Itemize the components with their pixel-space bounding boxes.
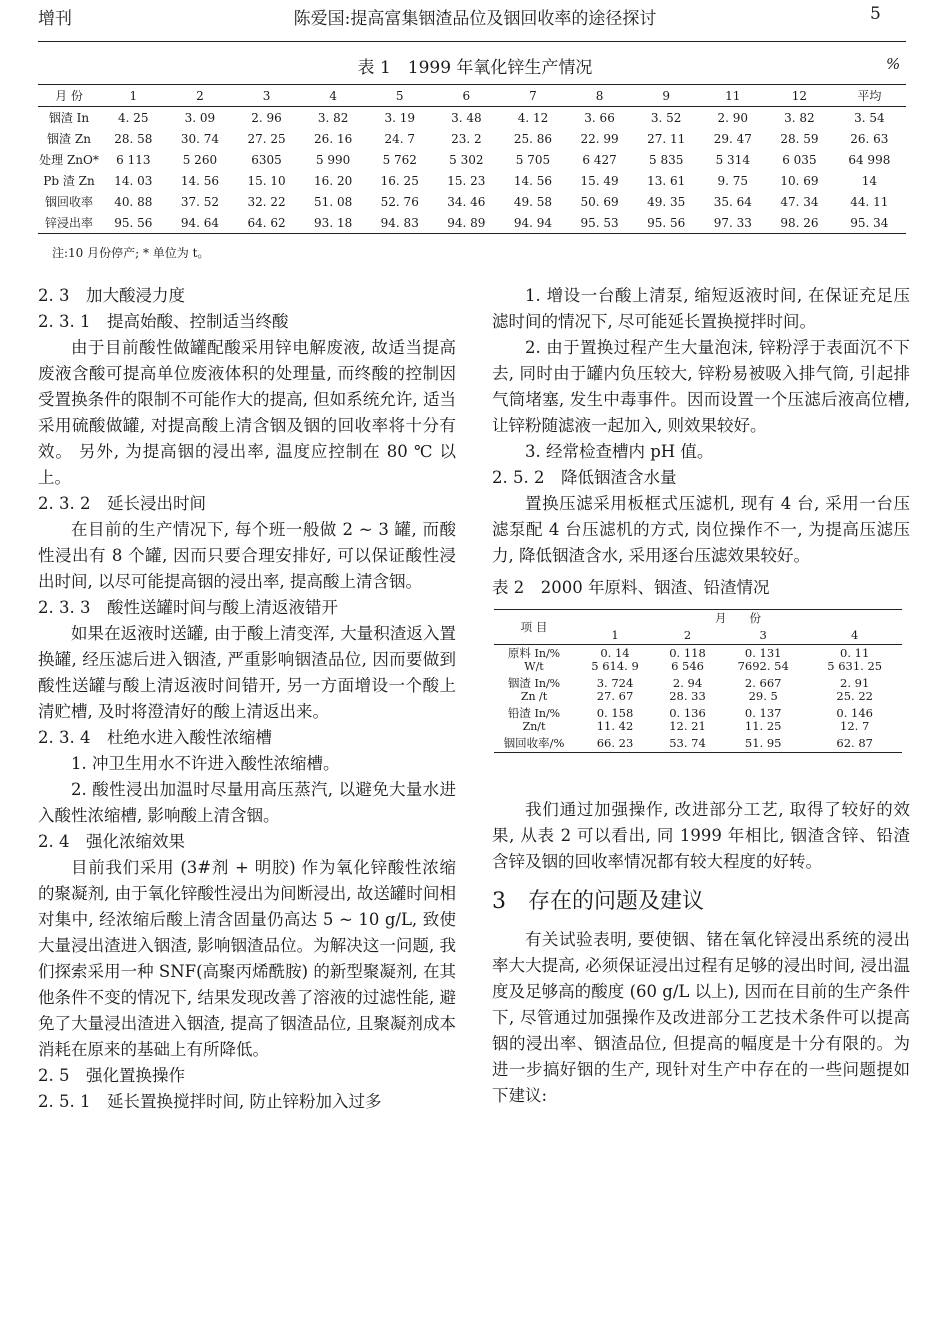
subsection-heading: 2. 5. 2 降低铟渣含水量 [492, 468, 677, 487]
table2-value: 12. 21 [669, 719, 706, 733]
spacer [492, 753, 910, 797]
table1-cell: 3. 19 [384, 110, 416, 125]
table2-row [494, 675, 902, 705]
table1-header-cell: 3 [262, 88, 271, 103]
paragraph: 1. 增设一台酸上清泵, 缩短返液时间, 在保证充足压滤时间的情况下, 尽可能延长置换搅拌时间。 [492, 286, 910, 331]
table1-cell: 35. 64 [713, 194, 752, 209]
table2-month-cell: 4 [851, 628, 859, 642]
table2-value: 5 614. 9 [591, 659, 639, 673]
table2-cell [574, 705, 656, 735]
table2-group-name: 铟渣 [507, 676, 531, 690]
table1 [38, 84, 906, 234]
section-heading: 2. 4 强化浓缩效果 [38, 832, 185, 851]
paragraph: 目前我们采用 (3#剂 + 明胶) 作为氧化锌酸性浓缩的聚凝剂, 由于氧化锌酸性浸出为间断浸出, 故送罐时间相对集中, 经浓缩后酸上清含固量仍高达 5 ~ 10 g/L, 致使大量浸出渣进入铟渣, 影响铟渣品位。为解决这一问题, 我们探索采用一种 SNF(高聚丙烯酰胺) 的新型聚凝剂, 在其他条件不变的情况下, 结果发现改善了溶液的过滤性能, 避免了大量浸出渣进入铟渣, 提高了铟渣品位, 且聚凝剂成本消耗在原来的基础上有所降低。 [38, 858, 456, 1059]
table2-group-name: 原料 [507, 646, 531, 660]
table1-cell: 5 990 [315, 152, 351, 167]
table1-cell: 2. 90 [717, 110, 749, 125]
table1-cell: 16. 20 [314, 173, 353, 188]
paragraph: 如果在返液时送罐, 由于酸上清变浑, 大量积渣返入置换罐, 经压滤后进入铟渣, 严重影响铟渣品位, 因而要做到酸性送罐与酸上清返液时间错开, 另一方面增设一个酸上清贮槽, 及时将澄清好的酸上清返出来。 [38, 624, 456, 721]
table2-value: 0. 136 [669, 706, 706, 720]
table2-value: 0. 146 [836, 706, 873, 720]
table2-cell: 51. 95 [744, 736, 782, 750]
table2-value: 29. 5 [748, 689, 778, 703]
table2-cell: 66. 23 [596, 736, 634, 750]
table2-unit: Zn/t [522, 720, 546, 733]
table1-cell: 10. 69 [780, 173, 819, 188]
table1-header-cell: 9 [662, 88, 670, 103]
table1-unit: % [886, 55, 901, 73]
table1-cell: 16. 25 [380, 173, 419, 188]
table1-cell: 51. 08 [314, 194, 353, 209]
table1-cell: 40. 88 [114, 194, 153, 209]
table2-unit: Zn /t [520, 690, 548, 703]
table1-row [38, 170, 906, 191]
table1-cell: 27. 25 [247, 131, 286, 146]
table1-row-label: 铟渣 Zn [47, 132, 91, 146]
table1-note: 注:10 月份停产; * 单位为 t。 [52, 246, 210, 260]
table2-value: 0. 14 [600, 646, 630, 660]
table1-cell: 2. 96 [251, 110, 282, 125]
table2-value: 28. 33 [669, 689, 706, 703]
table1-cell: 26. 16 [314, 131, 353, 146]
table2-cell [656, 675, 719, 705]
table2-value: 11. 42 [596, 719, 634, 733]
table1-caption: 表 1 1999 年氧化锌生产情况 [357, 58, 593, 78]
paragraph: 2. 由于置换过程产生大量泡沫, 锌粉浮于表面沉不下去, 同时由于罐内负压较大, 锌粉易被吸入排气筒, 引起排气筒堵塞, 发生中毒事件。因而设置一个压滤后液高位槽, 让锌粉随滤液一起加入, 则效果较好。 [492, 338, 910, 435]
table1-cell: 44. 11 [850, 194, 889, 209]
table2-caption: 表 2 2000 年原料、铟渣、铅渣情况 [492, 578, 770, 597]
table1-cell: 49. 58 [513, 194, 553, 209]
table2-value: 11. 25 [744, 719, 782, 733]
table2-value: 0. 158 [596, 706, 634, 720]
table2-value: 0. 131 [744, 646, 782, 660]
table2-cell [656, 645, 719, 676]
table1-cell: 95. 56 [114, 215, 153, 230]
table1-cell: 5 835 [649, 152, 684, 167]
table2-value: 6 546 [671, 659, 704, 673]
table1-header-cell: 2 [196, 88, 204, 103]
table1-cell: 3. 54 [854, 110, 885, 125]
table1-header-cell: 月 份 [55, 89, 83, 103]
table1-header-cell: 12 [791, 88, 808, 103]
paragraph: 2. 酸性浸出加温时尽量用高压蒸汽, 以避免大量水进入酸性浓缩槽, 影响酸上清含铟。 [38, 780, 456, 825]
table1-row-label: 锌浸出率 [44, 216, 93, 230]
table1-cell: 25. 86 [513, 131, 553, 146]
table2-value: 0. 137 [744, 706, 782, 720]
table2-group-label [494, 675, 574, 705]
table2-cell: 62. 87 [836, 736, 873, 750]
left-column [38, 283, 456, 1115]
table1-cell: 14 [861, 173, 877, 188]
paragraph: 有关试验表明, 要使铟、锗在氧化锌浸出系统的浸出率大大提高, 必须保证浸出过程有足够的浸出时间, 浸出温度及足够高的酸度 (60 g/L 以上), 因而在目前的生产条件下, 尽管通过加强操作及改进部分工艺技术条件可以提高铟的浸出率、铟渣品位, 但提高的幅度是十分有限的。为进一步搞好铟的生产, 现针对生产中存在的一些问题提如下建议: [492, 930, 910, 1105]
table1-header-cell: 6 [462, 88, 471, 103]
table1-cell: 97. 33 [713, 215, 752, 230]
paragraph: 我们通过加强操作, 改进部分工艺, 取得了较好的效果, 从表 2 可以看出, 同 1999 年相比, 铟渣含锌、铅渣含锌及铟的回收率情况都有较大程度的好转。 [492, 800, 910, 871]
table2-cell [807, 645, 902, 676]
table1-row [38, 212, 906, 234]
table2-cell [719, 645, 807, 676]
table2-recovery-label: 铟回收率/% [503, 736, 565, 750]
table1-row-label: 处理 ZnO* [39, 153, 99, 167]
table1-cell: 5 705 [515, 152, 551, 167]
table1-cell: 4. 25 [118, 110, 149, 125]
table2-value: 25. 22 [836, 689, 873, 703]
table1-cell: 64. 62 [247, 215, 286, 230]
table1-row [38, 107, 906, 129]
table2-value: 0. 11 [840, 646, 870, 660]
table1-cell: 14. 56 [513, 173, 553, 188]
table1-cell: 14. 56 [180, 173, 219, 188]
table1-cell: 24. 7 [384, 131, 416, 146]
table1-cell: 64 998 [848, 152, 891, 167]
table1-row [38, 191, 906, 212]
table1-cell: 22. 99 [580, 131, 619, 146]
table2-unit: In/% [534, 647, 561, 660]
table1-cell: 98. 26 [780, 215, 819, 230]
table2-unit: W/t [524, 660, 544, 673]
table2-value: 2. 667 [744, 676, 782, 690]
table1-cell: 37. 52 [180, 194, 219, 209]
table1-header-cell: 平均 [857, 89, 882, 103]
table2-value: 2. 94 [672, 676, 703, 690]
section-heading: 3 存在的问题及建议 [492, 889, 704, 914]
table2-group-label [494, 705, 574, 735]
section-heading: 2. 5 强化置换操作 [38, 1066, 185, 1085]
table2-recovery-row [494, 735, 902, 753]
table1-cell: 94. 89 [447, 215, 486, 230]
table1-cell: 94. 94 [513, 215, 553, 230]
table1-cell: 15. 10 [247, 173, 286, 188]
table1-cell: 52. 76 [380, 194, 419, 209]
table1-row-label: Pb 渣 Zn [43, 174, 95, 188]
subsection-heading: 2. 3. 4 杜绝水进入酸性浓缩槽 [38, 728, 272, 747]
subsection-heading: 2. 5. 1 延长置换搅拌时间, 防止锌粉加入过多 [38, 1092, 382, 1111]
table1-row-label: 铟渣 In [48, 111, 90, 125]
table2-group-name: 铅渣 [507, 706, 531, 720]
subsection-heading: 2. 3. 1 提高始酸、控制适当终酸 [38, 312, 289, 331]
table2-cell [807, 675, 902, 705]
table1-cell: 3. 48 [451, 110, 482, 125]
table2-cell [574, 645, 656, 676]
table1-cell: 3. 66 [584, 110, 615, 125]
table2-cell [719, 705, 807, 735]
table2-header-row [494, 610, 902, 628]
table1-cell: 30. 74 [180, 131, 219, 146]
table2-month-cell: 3 [759, 628, 767, 642]
table2-cell [656, 705, 719, 735]
table1-header-row [38, 85, 906, 107]
table1-cell: 32. 22 [247, 194, 286, 209]
table2-row [494, 705, 902, 735]
table1-cell: 28. 59 [780, 131, 819, 146]
table2-group-label [494, 645, 574, 676]
table1-row [38, 149, 906, 170]
table2-value: 3. 724 [596, 676, 634, 690]
table1-cell: 4. 12 [517, 110, 549, 125]
table2-value: 7692. 54 [737, 659, 789, 673]
table2-value: 12. 7 [840, 719, 870, 733]
table2-value: 27. 67 [596, 689, 634, 703]
subsection-heading: 2. 3. 2 延长浸出时间 [38, 494, 206, 513]
table1-cell: 93. 18 [314, 215, 353, 230]
table1-cell: 3. 09 [184, 110, 216, 125]
right-column [492, 283, 910, 1109]
table2-value: 0. 118 [669, 646, 706, 660]
table1-cell: 47. 34 [780, 194, 819, 209]
header-rule [38, 41, 906, 42]
table1-header-cell: 11 [725, 88, 741, 103]
table2 [494, 609, 902, 753]
table1-row [38, 128, 906, 149]
table1-cell: 49. 35 [647, 194, 686, 209]
table1-cell: 9. 75 [717, 173, 749, 188]
table1-cell: 29. 47 [713, 131, 752, 146]
paragraph: 1. 冲卫生用水不许进入酸性浓缩槽。 [71, 754, 340, 773]
table2-month-cell: 2 [683, 628, 692, 642]
table2-month-cell: 1 [611, 628, 619, 642]
table1-header-cell: 4 [329, 88, 337, 103]
table1-cell: 94. 64 [180, 215, 219, 230]
table1-cell: 14. 03 [114, 173, 153, 188]
table1-header-cell: 5 [395, 88, 404, 103]
table1-cell: 15. 49 [580, 173, 619, 188]
running-title: 陈爱国:提高富集铟渣品位及铟回收率的途径探讨 [293, 9, 657, 29]
table1-cell: 3. 82 [784, 110, 815, 125]
table1-cell: 27. 11 [647, 131, 686, 146]
subsection-heading: 2. 3. 3 酸性送罐时间与酸上清返液错开 [38, 598, 338, 617]
table1-cell: 5 302 [449, 152, 484, 167]
table1-cell: 5 260 [182, 152, 218, 167]
table2-month-label: 月 份 [715, 611, 761, 625]
table2-item-label: 项 目 [520, 619, 548, 634]
table1-cell: 26. 63 [850, 131, 889, 146]
paragraph: 3. 经常检查槽内 pH 值。 [525, 442, 714, 461]
table2-cell: 53. 74 [669, 736, 706, 750]
table1-header-cell: 8 [595, 88, 604, 103]
table2-cell [574, 675, 656, 705]
table1-cell: 15. 23 [447, 173, 486, 188]
table1-cell: 94. 83 [380, 215, 419, 230]
table1-cell: 6 427 [582, 152, 617, 167]
table1-cell: 23. 2 [451, 131, 482, 146]
table1-cell: 5 762 [382, 152, 417, 167]
table2-row [494, 645, 902, 676]
page-number: 5 [870, 4, 881, 24]
table1-cell: 28. 58 [114, 131, 153, 146]
table1-row-label: 铟回收率 [44, 195, 93, 209]
table1-header-cell: 1 [129, 88, 138, 103]
section-heading: 2. 3 加大酸浸力度 [38, 286, 185, 305]
paragraph: 在目前的生产情况下, 每个班一般做 2 ~ 3 罐, 而酸性浸出有 8 个罐, 因而只要合理安排好, 可以保证酸性浸出时间, 以尽可能提高铟的浸出率, 提高酸上清含铟。 [38, 520, 456, 591]
table2-cell [719, 675, 807, 705]
journal-issue-label: 增刊 [38, 9, 72, 29]
table1-cell: 95. 53 [580, 215, 619, 230]
table1-cell: 13. 61 [647, 173, 686, 188]
table2-unit: In/% [534, 707, 561, 720]
table1-cell: 3. 82 [317, 110, 349, 125]
table1-cell: 6 113 [116, 152, 151, 167]
table1-cell: 34. 46 [447, 194, 486, 209]
table1-cell: 6305 [251, 152, 282, 167]
table2-unit: In/% [534, 677, 561, 690]
table1-cell: 95. 56 [647, 215, 686, 230]
paragraph: 由于目前酸性做罐配酸采用锌电解废液, 故适当提高废液含酸可提高单位废液体积的处理量, 而终酸的控制因受置换条件的限制不可能作大的提高, 但如系统允许, 适当采用硫酸做罐, 对提高酸上清含铟及铟的回收率将十分有效。 另外, 为提高铟的浸出率, 温度应控制在 80 ℃ 以上。 [38, 338, 456, 487]
table1-cell: 6 035 [782, 152, 817, 167]
table2-value: 2. 91 [840, 676, 870, 690]
table2-cell [807, 705, 902, 735]
table1-cell: 95. 34 [850, 215, 889, 230]
paragraph: 置换压滤采用板框式压滤机, 现有 4 台, 采用一台压滤泵配 4 台压滤机的方式, 岗位操作不一, 为提高压滤压力, 降低铟渣含水, 采用逐台压滤效果较好。 [492, 494, 910, 565]
table1-cell: 3. 52 [650, 110, 682, 125]
table2-value: 5 631. 25 [827, 659, 883, 673]
table1-header-cell: 7 [529, 88, 537, 103]
table1-cell: 50. 69 [580, 194, 619, 209]
table1-cell: 5 314 [715, 152, 750, 167]
